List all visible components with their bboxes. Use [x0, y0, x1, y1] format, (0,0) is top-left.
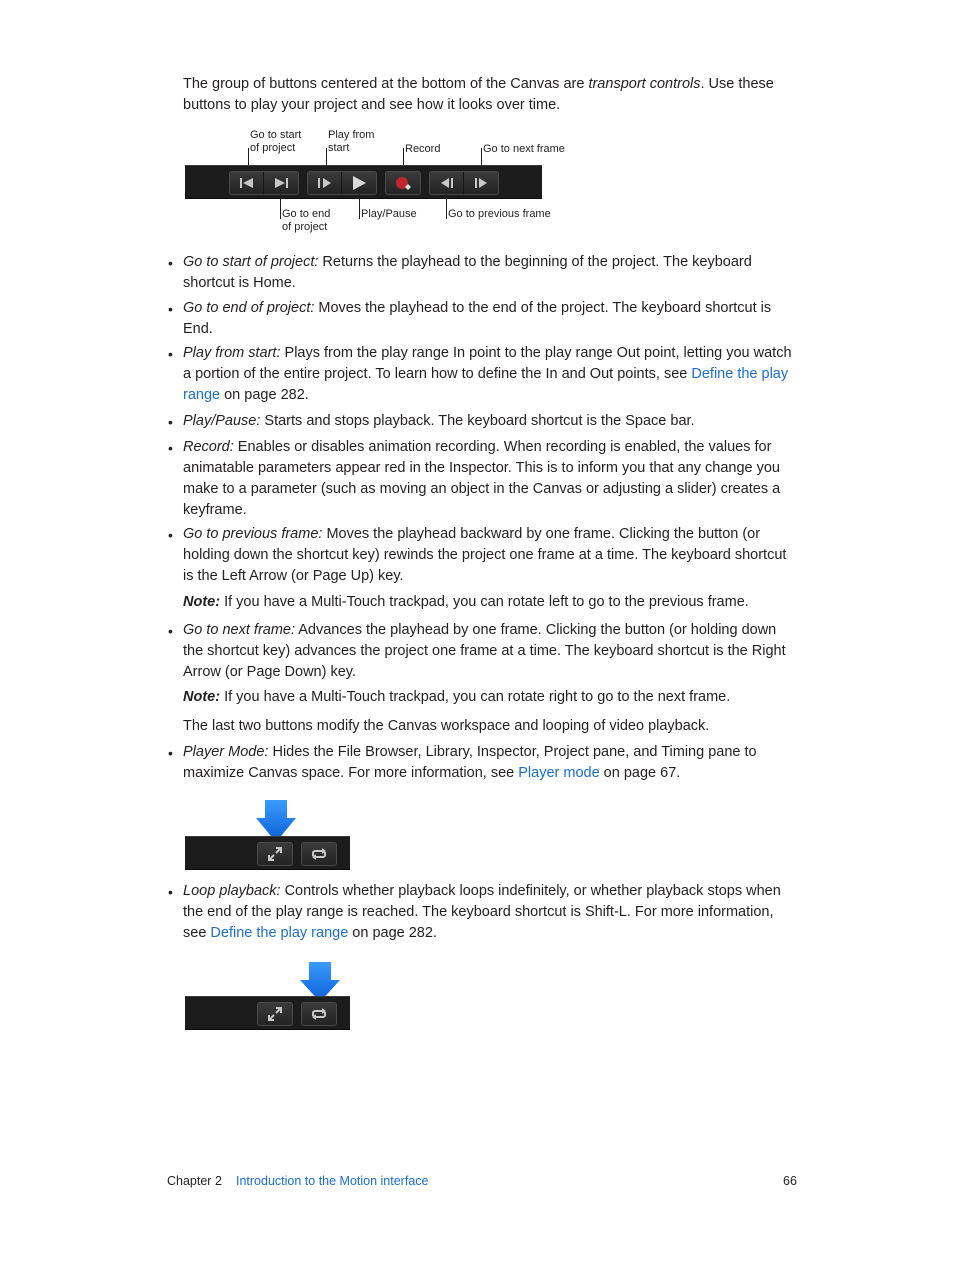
- bullet: •: [168, 255, 173, 271]
- go-to-start-button[interactable]: [230, 172, 264, 194]
- loop-icon: [310, 1007, 328, 1021]
- canvas-toolbar: [185, 836, 350, 870]
- bullet: •: [168, 527, 173, 543]
- label-play-from-start: Play from start: [328, 129, 375, 154]
- bullet: •: [168, 623, 173, 639]
- intro-paragraph: The group of buttons centered at the bottom of the Canvas are transport controls. Use these buttons to play your project and see how it looks over time.: [183, 76, 774, 113]
- list-item: Player Mode: Hides the File Browser, Library, Inspector, Project pane, and Timing pane to maximize Canvas space. For more information, see Player mode on page 67.: [183, 744, 757, 781]
- play-from-start-button[interactable]: [308, 172, 342, 194]
- bullet: •: [168, 884, 173, 900]
- loop-button[interactable]: [302, 843, 336, 865]
- go-to-start-icon: [239, 177, 255, 189]
- label-go-start: Go to start of project: [250, 129, 302, 154]
- bullet: •: [168, 440, 173, 456]
- note: Note: If you have a Multi-Touch trackpad, you can rotate left to go to the previous frame.: [183, 594, 749, 610]
- last-two-paragraph: The last two buttons modify the Canvas workspace and looping of video playback.: [183, 718, 710, 734]
- previous-frame-button[interactable]: [430, 172, 464, 194]
- bullet: •: [168, 346, 173, 362]
- link-define-play-range[interactable]: Define the play range: [183, 366, 789, 403]
- loop-button[interactable]: [302, 1003, 336, 1025]
- expand-icon: [267, 1006, 283, 1022]
- link-define-play-range[interactable]: Define the play range: [210, 925, 349, 941]
- list-item: Go to next frame: Advances the playhead by one frame. Clicking the button (or holding down the shortcut key) advances the project one frame at a time. The keyboard shortcut is the Right Arrow (or Page Down) key.: [183, 622, 786, 680]
- next-frame-icon: [473, 177, 489, 189]
- page-number: 66: [783, 1174, 797, 1188]
- list-item: Go to previous frame: Moves the playhead backward by one frame. Clicking the button (or holding down the shortcut key) rewinds the project one frame at a time. The keyboard shortcut is the Left Arrow (or Page Up) key.: [183, 526, 787, 584]
- record-button[interactable]: [386, 172, 420, 194]
- expand-icon: [267, 846, 283, 862]
- list-item: Record: Enables or disables animation recording. When recording is enabled, the values for animatable parameters appear red in the Inspector. This is to inform you that any change you make to a parameter (such as moving an object in the Canvas or adjusting a slider) creates a keyframe.: [183, 439, 781, 518]
- play-from-start-icon: [317, 177, 333, 189]
- canvas-toolbar: [185, 996, 350, 1030]
- label-go-end: Go to end of project: [282, 208, 331, 233]
- bullet: •: [168, 745, 173, 761]
- list-item: Go to start of project: Returns the playhead to the beginning of the project. The keyboard shortcut is Home.: [183, 254, 752, 291]
- player-mode-button[interactable]: [258, 1003, 292, 1025]
- loop-icon: [310, 847, 328, 861]
- list-item: Play/Pause: Starts and stops playback. The keyboard shortcut is the Space bar.: [183, 413, 695, 429]
- label-play-pause: Play/Pause: [361, 208, 417, 220]
- bullet: •: [168, 301, 173, 317]
- note: Note: If you have a Multi-Touch trackpad, you can rotate right to go to the next frame.: [183, 689, 731, 705]
- footer-chapter-title[interactable]: Introduction to the Motion interface: [236, 1174, 429, 1188]
- label-next-frame: Go to next frame: [483, 143, 565, 155]
- list-item: Play from start: Plays from the play range In point to the play range Out point, letting you watch a portion of the entire project. To learn how to define the In and Out points, see Define the play range on page 282.: [183, 345, 792, 403]
- bullet: •: [168, 414, 173, 430]
- list-item: Go to end of project: Moves the playhead to the end of the project. The keyboard shortcut is End.: [183, 300, 772, 337]
- transport-toolbar: [185, 165, 542, 199]
- list-item: Loop playback: Controls whether playback loops indefinitely, or whether playback stops when the end of the play range is reached. The keyboard shortcut is Shift-L. For more information, see Define the play range on page 282.: [183, 883, 781, 941]
- footer-chapter: Chapter 2: [167, 1174, 222, 1188]
- label-record: Record: [405, 143, 441, 155]
- record-icon: [393, 175, 413, 191]
- next-frame-button[interactable]: [464, 172, 497, 194]
- label-previous-frame: Go to previous frame: [448, 208, 551, 220]
- link-player-mode[interactable]: Player mode: [518, 765, 600, 781]
- player-mode-button[interactable]: [258, 843, 292, 865]
